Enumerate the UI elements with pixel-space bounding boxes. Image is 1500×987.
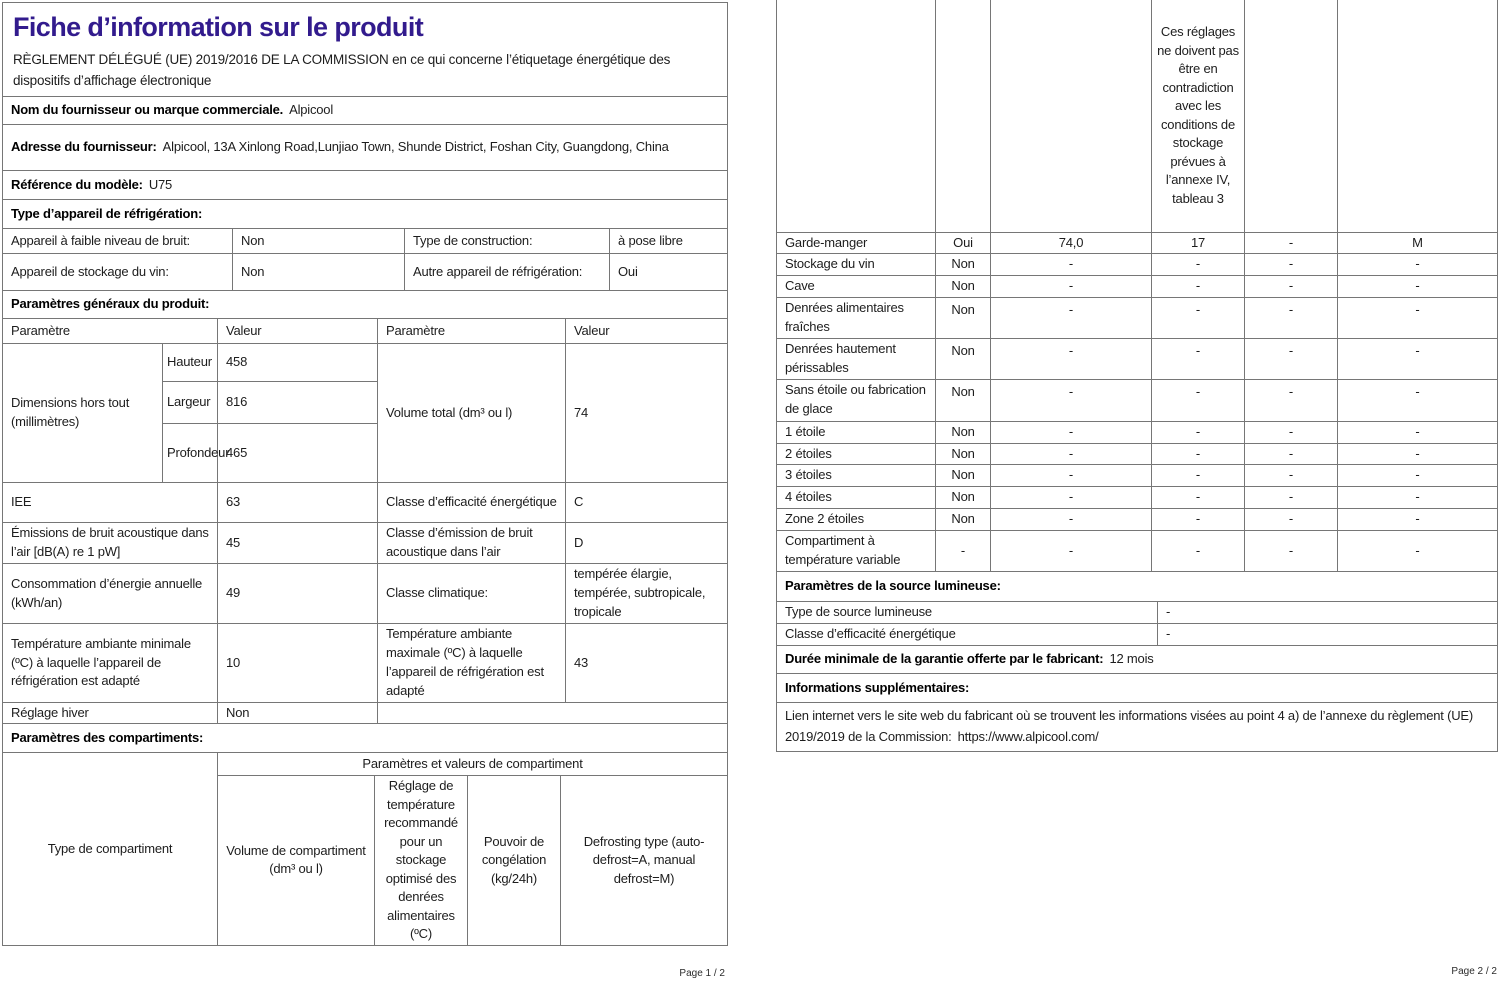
title-block: [3, 3, 728, 97]
cell-present: Non: [936, 379, 991, 421]
cell-volume: -: [991, 531, 1152, 572]
cell-present: Non: [936, 254, 991, 276]
cell-defrost: -: [1338, 443, 1498, 465]
cell-compartment-label: Denrées alimentaires fraîches: [777, 298, 936, 339]
cell-value: Oui: [610, 254, 728, 291]
cell-temperature: -: [1152, 339, 1245, 380]
cell-value: -: [1158, 624, 1498, 646]
general-section-header: [3, 291, 728, 319]
warranty-label: Durée minimale de la garantie offerte par le fabricant:: [785, 651, 1104, 667]
table-row: [3, 319, 728, 344]
cell-value: Non: [233, 229, 405, 254]
table-row: [777, 703, 1498, 752]
table-row: [777, 674, 1498, 703]
cell-freezing: -: [1245, 443, 1338, 465]
warranty-value: 12 mois: [1109, 651, 1154, 667]
cell-compartment-label: 3 étoiles: [777, 465, 936, 487]
dimension-value: 458: [218, 344, 378, 382]
cell-present: Non: [936, 298, 991, 339]
cell-temperature: -: [1152, 379, 1245, 421]
table-row: [3, 344, 728, 382]
table-row: [3, 724, 728, 753]
dimension-name: Hauteur: [163, 344, 218, 382]
cell-temperature: -: [1152, 421, 1245, 443]
cell-label: Type de source lumineuse: [777, 602, 1158, 624]
compartments-section-title: Paramètres des compartiments:: [11, 730, 204, 746]
table-row: [3, 254, 728, 291]
cell-freezing: -: [1245, 531, 1338, 572]
cell-label: Autre appareil de réfrigération:: [405, 254, 610, 291]
supplier-row: [3, 97, 728, 125]
cell-label: Classe d’efficacité énergétique: [777, 624, 1158, 646]
cell-volume: -: [991, 339, 1152, 380]
cell-temperature: -: [1152, 443, 1245, 465]
cell-freezing: -: [1245, 232, 1338, 254]
cell-value: 63: [218, 483, 378, 523]
compartment-header-table: [2, 752, 728, 945]
cell-present: Non: [936, 509, 991, 531]
cell-value: -: [1158, 602, 1498, 624]
cell-present: Non: [936, 465, 991, 487]
cell-freezing: -: [1245, 254, 1338, 276]
dimension-value: 816: [218, 382, 378, 424]
cell-volume: -: [991, 421, 1152, 443]
cell-present: Non: [936, 339, 991, 380]
cell-present: Non: [936, 421, 991, 443]
cell-compartment-label: Stockage du vin: [777, 254, 936, 276]
supplier-label: Nom du fournisseur ou marque commerciale.: [11, 102, 284, 118]
compartments-section-header: [3, 724, 728, 753]
column-header-volume: Volume de compartiment (dm³ ou l): [218, 776, 375, 945]
table-row: [3, 753, 728, 776]
cell-label: Émissions de bruit acoustique dans l’air [dB(A) re 1 pW]: [3, 523, 218, 564]
compartment-type-header: Type de compartiment: [3, 753, 218, 945]
empty-cell: [1338, 0, 1498, 232]
cell-label: Type de construction:: [405, 229, 610, 254]
cell-temperature: -: [1152, 531, 1245, 572]
cell-temperature: -: [1152, 509, 1245, 531]
cell-present: Oui: [936, 232, 991, 254]
table-row: [3, 200, 728, 229]
cell-defrost: -: [1338, 379, 1498, 421]
cell-temperature: -: [1152, 254, 1245, 276]
cell-present: Non: [936, 443, 991, 465]
table-row: [3, 523, 728, 564]
cell-value: 45: [218, 523, 378, 564]
cell-volume: -: [991, 276, 1152, 298]
table-row: [3, 291, 728, 319]
general-section-title: Paramètres généraux du produit:: [11, 296, 210, 312]
page-1-footer: Page 1 / 2: [679, 968, 725, 979]
compartment-row: [777, 531, 1498, 572]
cell-freezing: -: [1245, 509, 1338, 531]
cell-label: Consommation d’énergie annuelle (kWh/an): [3, 564, 218, 624]
cell-value: 43: [566, 624, 728, 702]
additional-info-section-title: Informations supplémentaires:: [785, 679, 970, 695]
cell-present: Non: [936, 276, 991, 298]
table-row: [3, 125, 728, 171]
supplier-value: Alpicool: [289, 102, 334, 118]
cell-volume: -: [991, 379, 1152, 421]
cell-volume: 74,0: [991, 232, 1152, 254]
compartment-row: [777, 276, 1498, 298]
compartment-row: [777, 298, 1498, 339]
cell-volume: -: [991, 509, 1152, 531]
cell-freezing: -: [1245, 298, 1338, 339]
cell-defrost: -: [1338, 487, 1498, 509]
cell-temperature: -: [1152, 465, 1245, 487]
cell-label: Classe climatique:: [378, 564, 566, 624]
compartment-row: [777, 443, 1498, 465]
cell-volume: -: [991, 443, 1152, 465]
cell-label: Classe d’émission de bruit acoustique dans l’air: [378, 523, 566, 564]
header-table: [2, 2, 728, 229]
cell-compartment-label: Compartiment à température variable: [777, 531, 936, 572]
light-source-section-title: Paramètres de la source lumineuse:: [785, 578, 1001, 594]
cell-label: IEE: [3, 483, 218, 523]
cell-label: Classe d’efficacité énergétique: [378, 483, 566, 523]
settings-note: Ces réglages ne doivent pas être en contradiction avec les conditions de stockage prévues à l’annexe IV, tableau 3: [1152, 0, 1245, 232]
compartment-span-header: Paramètres et valeurs de compartiment: [218, 753, 728, 776]
table-row: [777, 602, 1498, 624]
light-source-table: [776, 601, 1498, 646]
cell-value: D: [566, 523, 728, 564]
empty-cell: [777, 0, 936, 232]
address-value: Alpicool, 13A Xinlong Road,Lunjiao Town, Shunde District, Foshan City, Guangdong, China: [162, 139, 669, 155]
column-header: Paramètre: [3, 319, 218, 344]
warranty-table: [776, 645, 1498, 674]
compartment-row: [777, 379, 1498, 421]
cell-value: tempérée élargie, tempérée, subtropicale, tropicale: [566, 564, 728, 624]
page-title: Fiche d’information sur le produit: [13, 12, 424, 42]
warranty-row: [777, 646, 1498, 674]
cell-compartment-label: Denrées hautement périssables: [777, 339, 936, 380]
cell-volume: -: [991, 254, 1152, 276]
winter-value: Non: [218, 702, 378, 724]
table-row: [3, 564, 728, 624]
table-row: [3, 171, 728, 200]
table-row: [777, 646, 1498, 674]
type-section-header: [3, 200, 728, 229]
table-row: [3, 702, 728, 724]
cell-label: Appareil à faible niveau de bruit:: [3, 229, 233, 254]
empty-cell: [991, 0, 1152, 232]
cell-defrost: -: [1338, 421, 1498, 443]
empty-cell: [936, 0, 991, 232]
manufacturer-link-row: [777, 703, 1498, 752]
address-label: Adresse du fournisseur:: [11, 139, 157, 155]
manufacturer-link-url[interactable]: https://www.alpicool.com/: [957, 729, 1099, 745]
compartment-row: [777, 487, 1498, 509]
column-header: Valeur: [218, 319, 378, 344]
cell-compartment-label: 2 étoiles: [777, 443, 936, 465]
cell-value: 10: [218, 624, 378, 702]
cell-temperature: 17: [1152, 232, 1245, 254]
table-row: [3, 97, 728, 125]
cell-defrost: -: [1338, 298, 1498, 339]
cell-temperature: -: [1152, 276, 1245, 298]
cell-label: Appareil de stockage du vin:: [3, 254, 233, 291]
empty-cell: [1245, 0, 1338, 232]
manufacturer-link-label: Lien internet vers le site web du fabricant où se trouvent les informations visées au point 4 a) de l’annexe du règlement (UE) 2019/2019 de la Commission:: [785, 708, 1474, 745]
cell-defrost: M: [1338, 232, 1498, 254]
cell-freezing: -: [1245, 339, 1338, 380]
cell-defrost: -: [1338, 465, 1498, 487]
type-section-title: Type d’appareil de réfrigération:: [11, 205, 203, 221]
cell-value: Non: [233, 254, 405, 291]
volume-value: 74: [566, 344, 728, 483]
cell-compartment-label: Cave: [777, 276, 936, 298]
page-1: [2, 2, 727, 979]
cell-compartment-label: 4 étoiles: [777, 487, 936, 509]
compartment-row: [777, 232, 1498, 254]
column-header-freezing: Pouvoir de congélation (kg/24h): [468, 776, 561, 945]
cell-defrost: -: [1338, 339, 1498, 380]
table-row: [777, 0, 1498, 232]
table-row: [3, 229, 728, 254]
cell-defrost: -: [1338, 276, 1498, 298]
light-source-section-table: [776, 571, 1498, 602]
volume-label: Volume total (dm³ ou l): [378, 344, 566, 483]
type-table: [2, 228, 728, 291]
winter-label: Réglage hiver: [3, 702, 218, 724]
cell-defrost: -: [1338, 509, 1498, 531]
compartment-row: [777, 339, 1498, 380]
compartments-section-table: [2, 723, 728, 753]
general-section-table: [2, 290, 728, 319]
model-label: Référence du modèle:: [11, 176, 143, 192]
dimension-name: Largeur: [163, 382, 218, 424]
dimension-name: Profondeur: [163, 424, 218, 483]
cell-present: Non: [936, 487, 991, 509]
cell-temperature: -: [1152, 487, 1245, 509]
column-header: Paramètre: [378, 319, 566, 344]
page-2-footer: Page 2 / 2: [1451, 966, 1497, 977]
cell-compartment-label: Zone 2 étoiles: [777, 509, 936, 531]
empty-cell: [378, 702, 728, 724]
cell-freezing: -: [1245, 465, 1338, 487]
dimensions-label: Dimensions hors tout (millimètres): [3, 344, 163, 483]
cell-value: C: [566, 483, 728, 523]
cell-present: -: [936, 531, 991, 572]
compartment-row: [777, 465, 1498, 487]
compartment-row: [777, 509, 1498, 531]
regulation-text: RÈGLEMENT DÉLÉGUÉ (UE) 2019/2016 DE LA COMMISSION en ce qui concerne l’étiquetage énergétique des dispositifs d’affichage électronique: [13, 52, 671, 89]
column-header: Valeur: [566, 319, 728, 344]
table-row: [3, 483, 728, 523]
general-parameters-table: [2, 318, 728, 724]
compartment-row: [777, 254, 1498, 276]
cell-compartment-label: Sans étoile ou fabrication de glace: [777, 379, 936, 421]
cell-freezing: -: [1245, 421, 1338, 443]
additional-info-section-table: [776, 673, 1498, 703]
cell-freezing: -: [1245, 276, 1338, 298]
table-row: [777, 572, 1498, 602]
cell-label: Température ambiante minimale (ºC) à laquelle l’appareil de réfrigération est adapté: [3, 624, 218, 702]
cell-defrost: -: [1338, 254, 1498, 276]
cell-volume: -: [991, 298, 1152, 339]
cell-volume: -: [991, 465, 1152, 487]
table-row: [3, 624, 728, 702]
dimension-value: 465: [218, 424, 378, 483]
light-source-section-header: [777, 572, 1498, 602]
cell-temperature: -: [1152, 298, 1245, 339]
cell-defrost: -: [1338, 531, 1498, 572]
cell-volume: -: [991, 487, 1152, 509]
page-2: [776, 0, 1497, 977]
manufacturer-link-table: [776, 702, 1498, 752]
cell-label: Température ambiante maximale (ºC) à laquelle l’appareil de réfrigération est adapté: [378, 624, 566, 702]
table-row: [777, 624, 1498, 646]
additional-info-section-header: [777, 674, 1498, 703]
compartment-row: [777, 421, 1498, 443]
cell-compartment-label: 1 étoile: [777, 421, 936, 443]
table-row: [3, 3, 728, 97]
cell-value: 49: [218, 564, 378, 624]
address-row: [3, 125, 728, 171]
column-header-defrost: Defrosting type (auto-defrost=A, manual defrost=M): [561, 776, 728, 945]
cell-compartment-label: Garde-manger: [777, 232, 936, 254]
cell-value: à pose libre: [610, 229, 728, 254]
column-header-temperature: Réglage de température recommandé pour un stockage optimisé des denrées alimentaires (ºC): [375, 776, 468, 945]
compartment-values-table: [776, 0, 1498, 572]
model-row: [3, 171, 728, 200]
cell-freezing: -: [1245, 379, 1338, 421]
cell-freezing: -: [1245, 487, 1338, 509]
model-value: U75: [148, 176, 173, 192]
